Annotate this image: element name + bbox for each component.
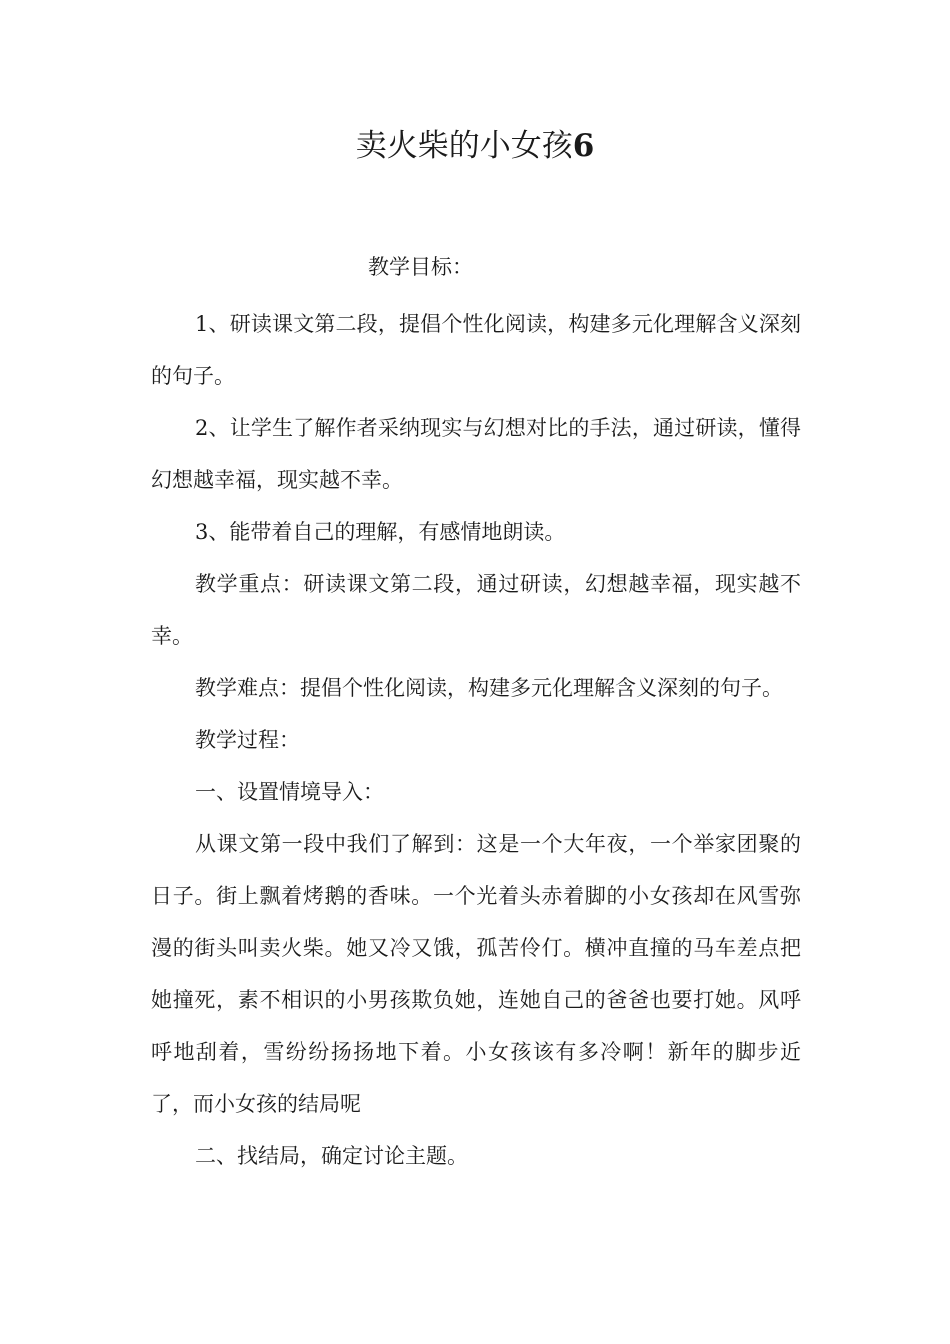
teaching-difficulty: 教学难点：提倡个性化阅读，构建多元化理解含义深刻的句子。 xyxy=(195,676,783,700)
section-2-heading: 二、找结局，确定讨论主题。 xyxy=(195,1144,468,1168)
teaching-process-heading: 教学过程： xyxy=(195,728,300,752)
section-1-paragraph: 从课文第一段中我们了解到：这是一个大年夜，一个举家团聚的日子。街上飘着烤鹅的香味。一个光着头赤着脚的小女孩却在风雪弥漫的街头叫卖火柴。她又冷又饿，孤苦伶仃。横冲直撞的马车差点把她撞死，素不相识的小男孩欺负她，连她自己的爸爸也要打她。风呼呼地刮着，雪纷纷扬扬地下着。小女孩该有多冷啊！新年的脚步近了，而小女孩的结局呢 xyxy=(151,832,801,1116)
document-title xyxy=(0,124,950,168)
teaching-focus: 教学重点：研读课文第二段，通过研读，幻想越幸福，现实越不幸。 xyxy=(151,572,801,648)
title-number: 6 xyxy=(572,128,595,164)
objective-2: 2、让学生了解作者采纳现实与幻想对比的手法，通过研读，懂得幻想越幸福，现实越不幸。 xyxy=(151,416,801,492)
section-1-heading: 一、设置情境导入： xyxy=(195,780,384,804)
objective-1: 1、研读课文第二段，提倡个性化阅读，构建多元化理解含义深刻的句子。 xyxy=(151,312,801,388)
document-body xyxy=(151,298,801,1182)
objectives-heading: 教学目标： xyxy=(368,255,473,279)
objective-3: 3、能带着自己的理解，有感情地朗读。 xyxy=(195,520,566,544)
title-text: 卖火柴的小女孩 xyxy=(355,128,573,164)
